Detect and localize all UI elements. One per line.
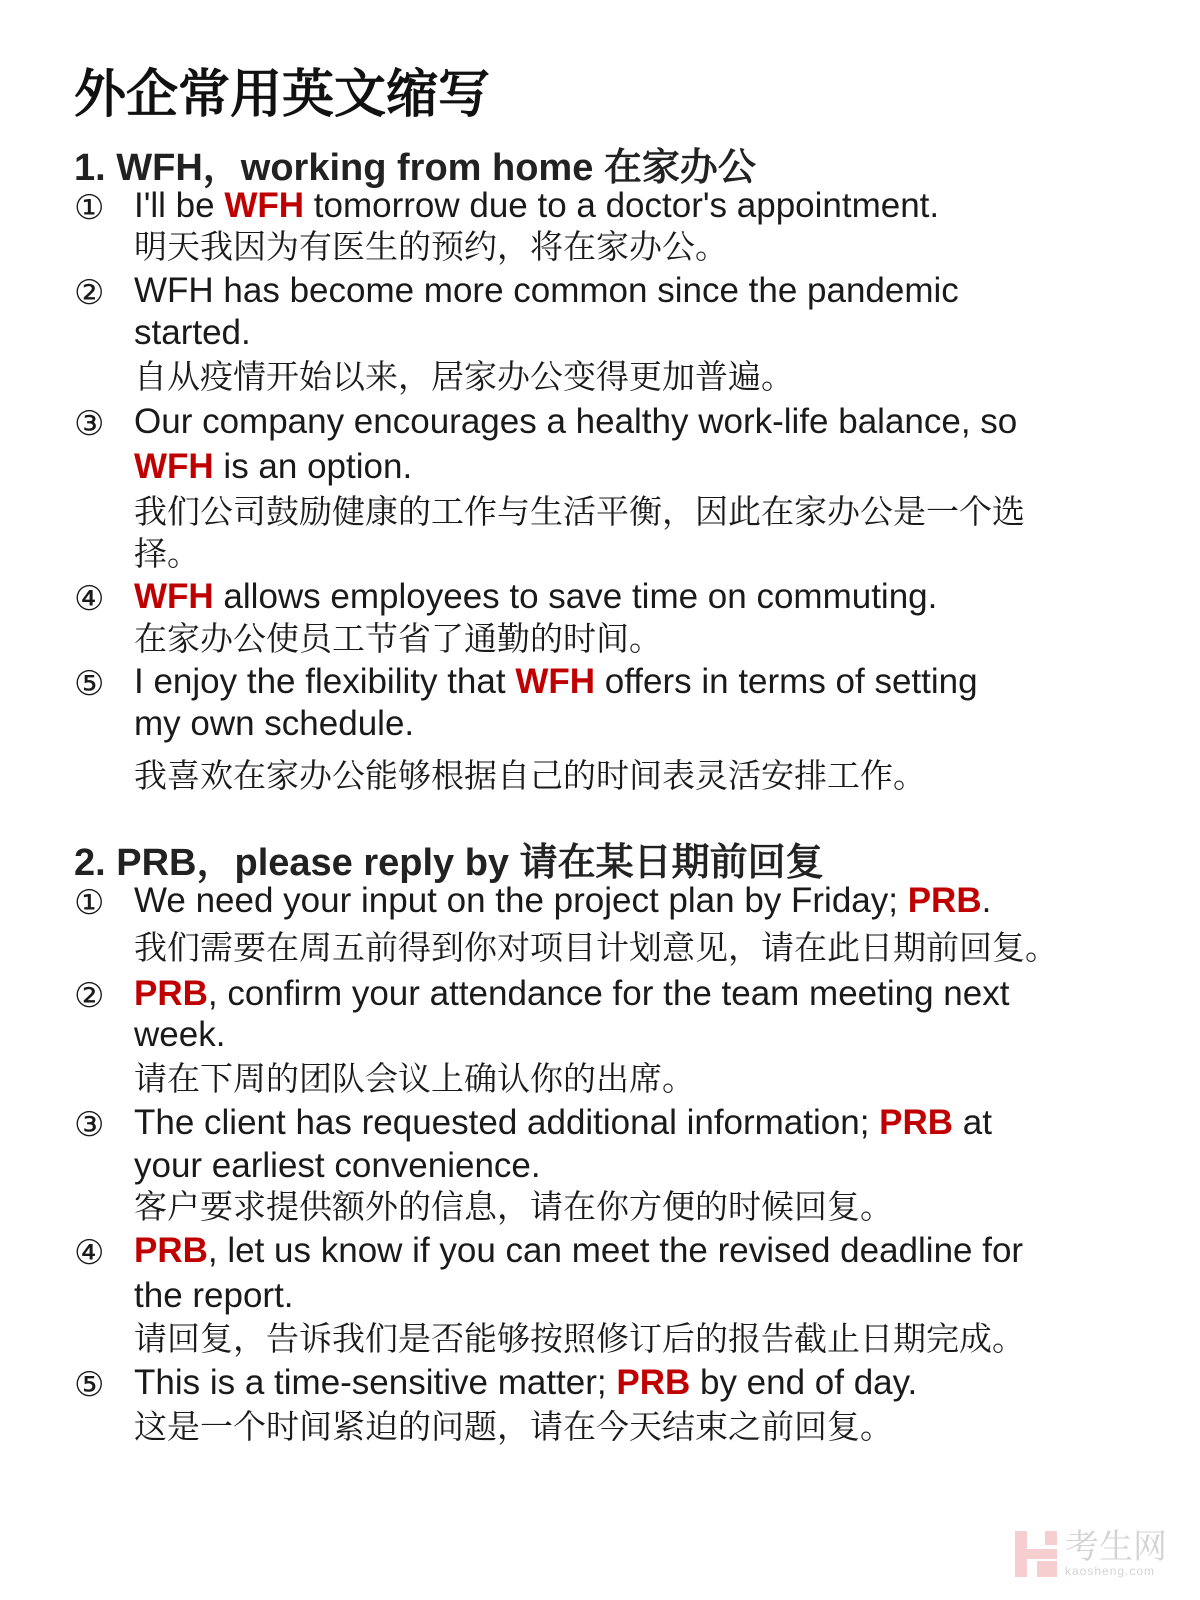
sentence-text: 我们需要在周五前得到你对项目计划意见，请在此日期前回复。 [134,929,1058,966]
sentence-text: , let us know if you can meet the revised deadline for [207,1231,1024,1270]
chinese-translation [134,225,728,269]
item-number: ① [74,884,105,922]
sentence-text: 择。 [134,535,200,572]
sentence-text: 这是一个时间紧迫的问题，请在今天结束之前回复。 [134,1408,893,1445]
item-number: ④ [74,580,105,618]
abbreviation-highlight: WFH [134,447,214,486]
sentence-text: WFH has become more common since the pandemic [134,271,959,310]
example-sentence [134,184,939,228]
abbreviation-highlight: WFH [224,186,305,225]
example-sentence [134,702,414,746]
chinese-translation [134,1317,1025,1361]
example-sentence [134,1361,917,1405]
section-heading: 2. PRB，please reply by 请在某日期前回复 [74,842,824,884]
chinese-translation [134,926,1058,970]
sentence-text: This is a time-sensitive matter; [134,1363,617,1402]
example-sentence [134,269,959,313]
example-sentence [134,660,978,704]
abbreviation-highlight: WFH [515,662,596,701]
chinese-translation [134,355,794,399]
item-number: ① [74,189,105,227]
watermark-logo-icon [1015,1531,1057,1577]
sentence-text: 请在下周的团队会议上确认你的出席。 [134,1060,695,1097]
chinese-translation [134,490,1025,534]
sentence-text: 我们公司鼓励健康的工作与生活平衡，因此在家办公是一个选 [134,493,1025,530]
example-sentence [134,972,1009,1016]
sentence-text: your earliest convenience. [134,1146,541,1185]
chinese-translation [134,1405,893,1449]
sentence-text: 客户要求提供额外的信息，请在你方便的时候回复。 [134,1188,893,1225]
sentence-text: I'll be [134,186,225,225]
sentence-text: , confirm your attendance for the team meeting next [207,974,1010,1013]
example-sentence [134,1101,992,1145]
sentence-text: at [953,1103,992,1142]
sentence-text: 在家办公使员工节省了通勤的时间。 [134,620,662,657]
item-number: ② [74,977,105,1015]
abbreviation-highlight: PRB [616,1363,691,1402]
sentence-text: is an option. [213,447,413,486]
sentence-text: We need your input on the project plan by Friday; [134,881,908,920]
page-title: 外企常用英文缩写 [74,66,491,124]
sentence-text: started. [134,313,251,352]
example-sentence [134,1144,541,1188]
sentence-text: week. [134,1015,226,1054]
watermark [1015,1530,1167,1578]
example-sentence [134,1229,1023,1273]
example-sentence [134,445,412,489]
example-sentence [134,575,937,619]
section-heading: 1. WFH，working from home 在家办公 [74,147,756,189]
sentence-text: tomorrow due to a doctor's appointment. [304,186,940,225]
item-number: ② [74,274,105,312]
item-number: ⑤ [74,1366,105,1404]
item-number: ③ [74,1106,105,1144]
sentence-text: Our company encourages a healthy work-life balance, so [134,402,1018,441]
watermark-name: 考生网 [1065,1528,1167,1566]
sentence-text: 我喜欢在家办公能够根据自己的时间表灵活安排工作。 [134,757,926,794]
chinese-translation [134,1185,893,1229]
abbreviation-highlight: PRB [907,881,982,920]
sentence-text: 自从疫情开始以来，居家办公变得更加普遍。 [134,358,794,395]
example-sentence [134,879,991,923]
example-sentence [134,1013,225,1057]
item-number: ⑤ [74,665,105,703]
sentence-text: allows employees to save time on commuting. [213,577,938,616]
item-number: ③ [74,405,105,443]
chinese-translation [134,617,662,661]
chinese-translation [134,1057,695,1101]
chinese-translation [134,532,200,576]
sentence-text: 请回复，告诉我们是否能够按照修订后的报告截止日期完成。 [134,1320,1025,1357]
abbreviation-highlight: PRB [134,1231,208,1270]
abbreviation-highlight: WFH [134,577,214,616]
abbreviation-highlight: PRB [879,1103,954,1142]
example-sentence [134,311,251,355]
sentence-text: The client has requested additional information; [134,1103,880,1142]
sentence-text: my own schedule. [134,704,415,743]
example-sentence [134,1274,294,1318]
sentence-text: I enjoy the flexibility that [134,662,516,701]
abbreviation-highlight: PRB [134,974,208,1013]
watermark-domain: kaosheng.com [1065,1564,1156,1578]
sentence-text: offers in terms of setting [595,662,978,701]
example-sentence [134,400,1017,444]
sentence-text: by end of day. [690,1363,918,1402]
item-number: ④ [74,1234,105,1272]
sentence-text: . [981,881,992,920]
chinese-translation [134,754,926,798]
sentence-text: 明天我因为有医生的预约，将在家办公。 [134,228,728,265]
sentence-text: the report. [134,1276,294,1315]
